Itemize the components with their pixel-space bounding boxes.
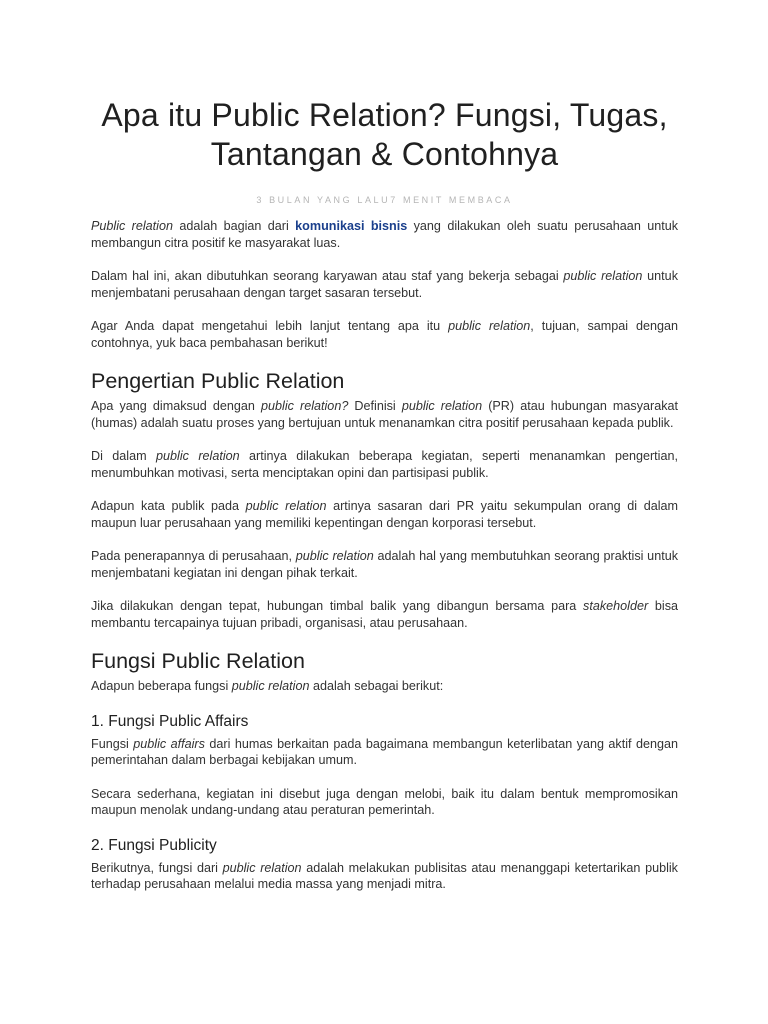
emphasis-text: public relation [401,399,483,413]
paragraph-text: Fungsi [91,736,134,751]
paragraph-text: , tujuan, sampai dengan contohnya, yuk baca pembahasan berikut! [91,319,679,350]
emphasis-text: public relation [245,499,327,513]
paragraph-text: adalah hal yang membutuhkan seorang praktisi untuk menjembatani kegiatan ini dengan pihak terkait. [91,549,678,580]
pengertian-paragraph-2 [91,448,678,481]
section-heading-pengertian: Pengertian Public Relation [91,369,345,393]
emphasis-text: public relation [222,860,302,875]
paragraph-text: Agar Anda dapat mengetahui lebih lanjut tentang apa itu [91,319,449,333]
paragraph-text: artinya dilakukan beberapa kegiatan, seperti menanamkan pengertian, menumbuhkan motivasi, serta menciptakan opini dan partisipasi publik. [91,449,678,480]
paragraph-text: yang dilakukan oleh suatu perusahaan untuk membangun citra positif ke masyarakat luas. [91,219,679,250]
paragraph-text: Adapun kata publik pada [91,499,246,513]
emphasis-text: Public relation [91,219,173,233]
paragraph-text: Berikutnya, fungsi dari [91,860,223,875]
paragraph-text: Pada penerapannya di perusahaan, [91,549,296,563]
emphasis-text: public relation [156,449,240,463]
subheading-publicity: 2. Fungsi Publicity [91,836,217,854]
emphasis-text: public relation [563,269,643,283]
paragraph-text: bisa membantu tercapainya tujuan pribadi, organisasi, atau perusahaan. [91,599,678,630]
paragraph-text: adalah sebagai berikut: [309,679,444,693]
paragraph-text: Dalam hal ini, akan dibutuhkan seorang karyawan atau staf yang bekerja sebagai [91,269,564,283]
pengertian-paragraph-5 [91,598,678,631]
intro-paragraph-1 [91,218,678,251]
paragraph-text: Definisi [348,399,402,413]
fungsi-paragraph-1 [91,678,678,695]
emphasis-text: public relation? [261,399,349,413]
paragraph-text: untuk menjembatani perusahaan dengan target sasaran tersebut. [91,269,678,300]
pengertian-paragraph-1 [91,398,678,431]
paragraph-text: Apa yang dimaksud dengan [91,399,262,413]
article-title: Apa itu Public Relation? Fungsi, Tugas, Tantangan & Contohnya [101,97,668,172]
intro-paragraph-2 [91,268,678,301]
emphasis-text: public affairs [133,736,205,751]
paragraph-text: artinya sasaran dari PR yaitu sekumpulan orang di dalam maupun luar perusahaan yang memiliki kepentingan dengan korporasi tersebut. [91,499,678,530]
publicity-paragraph-1 [91,860,678,893]
paragraph-text: Di dalam [91,449,157,463]
paragraph-text: dari humas berkaitan pada bagaimana membangun keterlibatan yang aktif dengan pemerintahan dalam berbagai kebijakan umum. [91,736,678,767]
komunikasi-bisnis-link[interactable]: komunikasi bisnis [295,219,408,233]
emphasis-text: public relation [448,319,531,333]
article [91,96,678,893]
article-meta: 3 BULAN YANG LALU7 MENIT MEMBACA [256,195,513,205]
subheading-public-affairs: 1. Fungsi Public Affairs [91,712,249,730]
public-affairs-paragraph-2: Secara sederhana, kegiatan ini disebut juga dengan melobi, baik itu dalam bentuk mempromosikan maupun menolak undang-undang atau peraturan pemerintah. [91,786,678,817]
paragraph-text: adalah bagian dari [173,219,296,233]
paragraph-text: Adapun beberapa fungsi [91,679,232,693]
emphasis-text: stakeholder [583,599,649,613]
emphasis-text: public relation [231,679,310,693]
emphasis-text: public relation [295,549,374,563]
pengertian-paragraph-3 [91,498,678,531]
paragraph-text: Jika dilakukan dengan tepat, hubungan timbal balik yang dibangun bersama para [91,599,584,613]
public-affairs-paragraph-1 [91,736,678,769]
paragraph-text: adalah melakukan publisitas atau menanggapi ketertarikan publik terhadap perusahaan melalui media massa yang menjadi mitra. [91,860,678,891]
paragraph-text: (PR) atau hubungan masyarakat (humas) adalah suatu proses yang bertujuan untuk menanamkan citra positif perusahaan kepada publik. [91,399,679,430]
section-heading-fungsi: Fungsi Public Relation [91,649,305,673]
pengertian-paragraph-4 [91,548,678,581]
intro-paragraph-3 [91,318,678,351]
